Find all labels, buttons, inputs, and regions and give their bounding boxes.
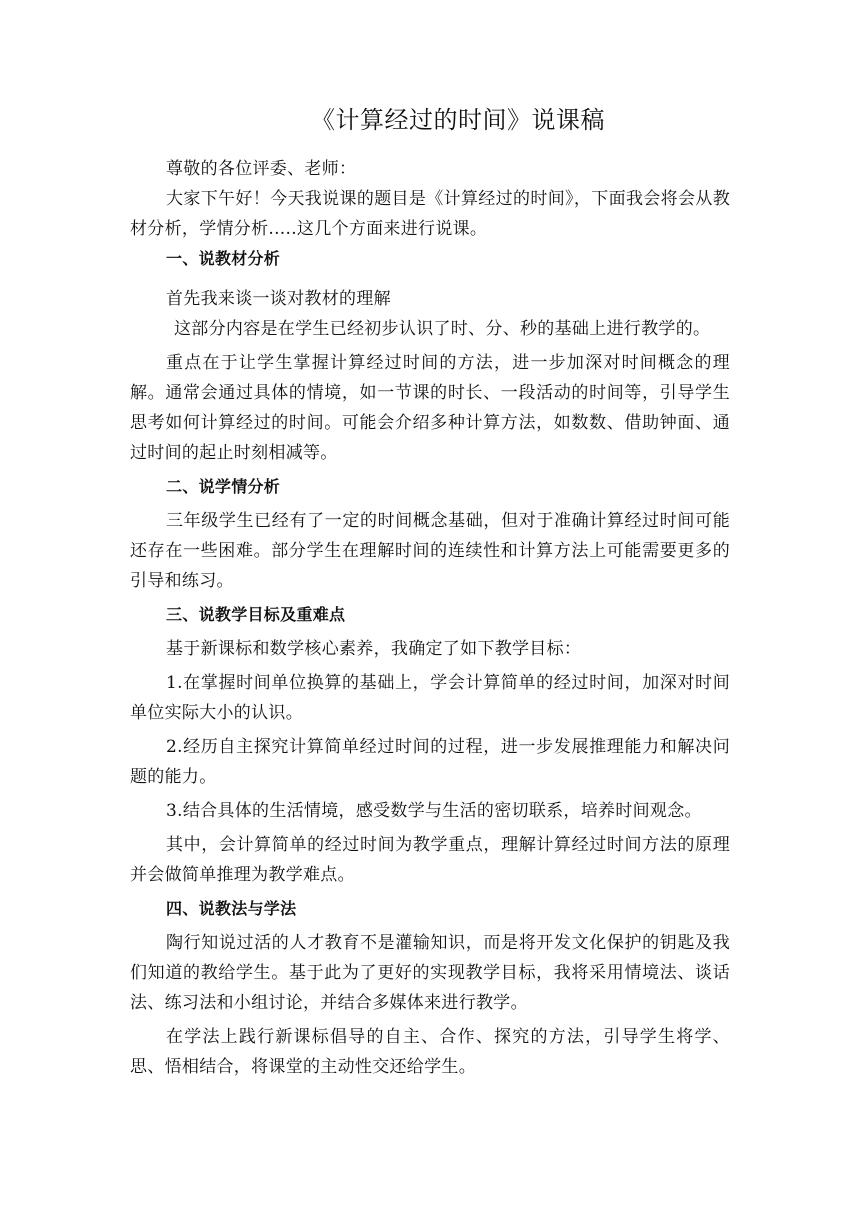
goals-intro-paragraph: 基于新课标和数学核心素养，我确定了如下教学目标： <box>166 639 582 659</box>
textbook-paragraph-3: 重点在于让学生掌握计算经过时间的方法，进一步加深对时间概念的理解。通常会通过具体的情境，如一节课的时长、一段活动的时间等，引导学生思考如何计算经过的时间。可能会介绍多种计算方法，如数数、借助钟面、通过时间的起止时刻相减等。 <box>130 353 730 463</box>
document-body <box>130 154 730 1082</box>
section-heading-teaching-methods: 四、说教法与学法 <box>166 899 297 918</box>
textbook-paragraph-1: 首先我来谈一谈对教材的理解 <box>166 289 391 309</box>
goal-item-2: 2.经历自主探究计算简单经过时间的过程，进一步发展推理能力和解决问题的能力。 <box>130 737 730 787</box>
section-heading-teaching-goals: 三、说教学目标及重难点 <box>166 605 346 624</box>
methods-paragraph-2: 在学法上践行新课标倡导的自主、合作、探究的方法，引导学生将学、思、悟相结合，将课堂的主动性交还给学生。 <box>130 1027 730 1077</box>
section-heading-textbook-analysis: 一、说教材分析 <box>166 249 281 268</box>
goal-item-1: 1.在掌握时间单位换算的基础上，学会计算简单的经过时间，加深对时间单位实际大小的认识。 <box>130 673 730 723</box>
student-analysis-paragraph: 三年级学生已经有了一定的时间概念基础，但对于准确计算经过时间可能还存在一些困难。部分学生在理解时间的连续性和计算方法上可能需要更多的引导和练习。 <box>130 511 730 591</box>
greeting: 尊敬的各位评委、老师： <box>166 159 357 179</box>
document-title: 《计算经过的时间》说课稿 <box>311 106 605 134</box>
key-difficulty-paragraph: 其中，会计算简单的经过时间为教学重点，理解计算经过时间方法的原理并会做简单推理为教学难点。 <box>130 835 730 885</box>
textbook-paragraph-2: 这部分内容是在学生已经初步认识了时、分、秒的基础上进行教学的。 <box>174 319 711 339</box>
section-heading-student-analysis: 二、说学情分析 <box>166 477 281 496</box>
intro-paragraph: 大家下午好！今天我说课的题目是《计算经过的时间》，下面我会将会从教材分析，学情分析.....这几个方面来进行说课。 <box>130 189 730 239</box>
goal-item-3: 3.结合具体的生活情境，感受数学与生活的密切联系，培养时间观念。 <box>166 801 702 821</box>
methods-paragraph-1: 陶行知说过活的人才教育不是灌输知识，而是将开发文化保护的钥匙及我们知道的教给学生。基于此为了更好的实现教学目标，我将采用情境法、谈话法、练习法和小组讨论，并结合多媒体来进行教学。 <box>130 933 730 1013</box>
